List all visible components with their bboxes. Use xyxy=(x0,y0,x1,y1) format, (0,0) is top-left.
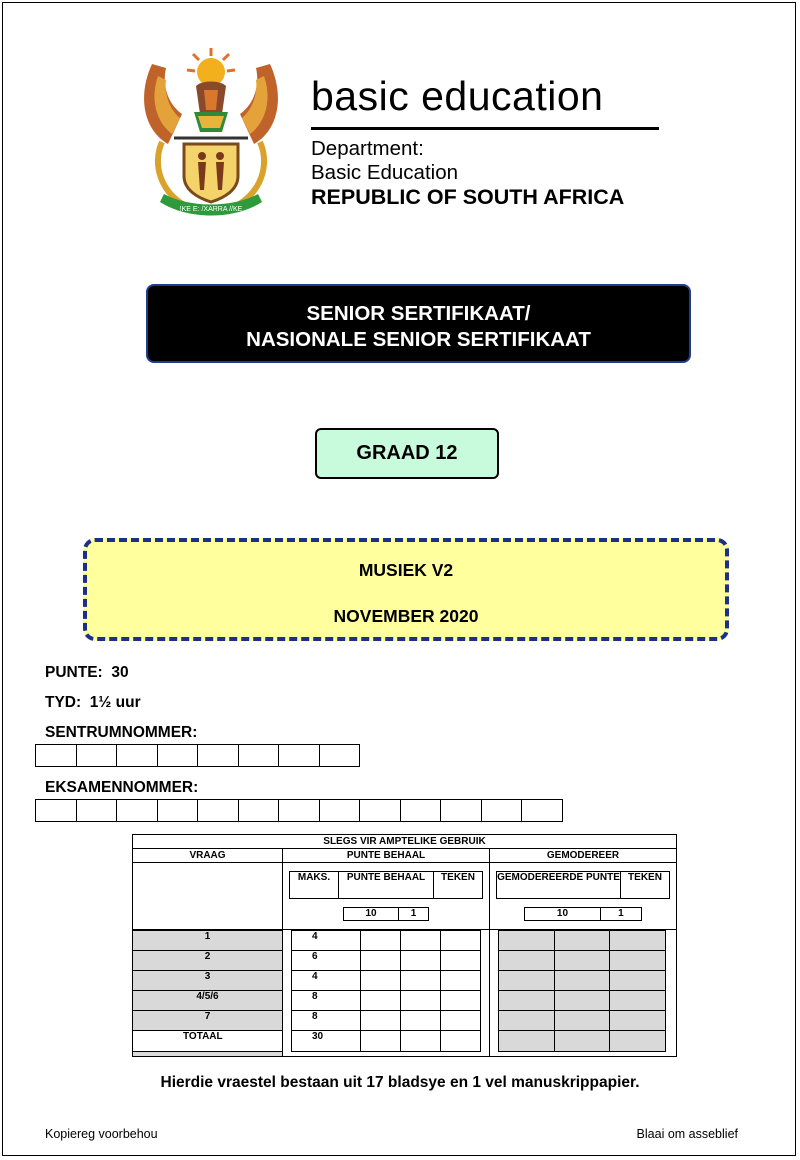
centre-number-box[interactable] xyxy=(116,744,158,767)
max-mark: 8 xyxy=(292,991,361,1011)
centre-number-box[interactable] xyxy=(278,744,320,767)
question-number: 7 xyxy=(133,1011,282,1031)
grade-badge: GRAAD 12 xyxy=(315,428,499,479)
exam-number-box[interactable] xyxy=(197,799,239,822)
moderated-marks-cell[interactable] xyxy=(554,931,610,951)
moderated-marks-cell[interactable] xyxy=(554,1031,610,1052)
exam-number-box[interactable] xyxy=(76,799,118,822)
time-label: TYD: xyxy=(45,694,82,711)
max-mark: 8 xyxy=(292,1011,361,1031)
sub-moderated-marks-header: GEMODEREERDE PUNTE xyxy=(497,872,621,899)
moderated-marks-cell[interactable] xyxy=(554,971,610,991)
exam-number-box[interactable] xyxy=(521,799,563,822)
marks-sign-cell[interactable] xyxy=(441,951,481,971)
centre-number-box[interactable] xyxy=(35,744,77,767)
scale-units: 1 xyxy=(399,908,429,921)
marks-value: 30 xyxy=(111,664,129,681)
department-block xyxy=(311,137,624,209)
exam-number-box[interactable] xyxy=(481,799,523,822)
moderator-sign-cell[interactable] xyxy=(610,951,666,971)
official-use-table xyxy=(132,834,677,1057)
max-mark: 4 xyxy=(292,931,361,951)
question-number: 2 xyxy=(133,951,282,971)
exam-number-box[interactable] xyxy=(400,799,442,822)
exam-number-box[interactable] xyxy=(319,799,361,822)
total-label: TOTAAL xyxy=(133,1031,282,1052)
moderator-sign-cell[interactable] xyxy=(610,971,666,991)
exam-number-box[interactable] xyxy=(116,799,158,822)
col-moderated-header: GEMODEREER xyxy=(490,849,677,863)
moderated-column xyxy=(498,930,666,1052)
centre-number-box[interactable] xyxy=(319,744,361,767)
dept-line-2: Basic Education xyxy=(311,161,459,184)
subject-panel xyxy=(83,538,729,641)
centre-number-box[interactable] xyxy=(157,744,199,767)
subject-name: MUSIEK V2 xyxy=(358,560,454,580)
marks-obtained-cell[interactable] xyxy=(361,951,401,971)
moderator-sign-cell[interactable] xyxy=(610,1031,666,1052)
scale-tens: 10 xyxy=(344,908,399,921)
exam-number-label: EKSAMENNOMMER: xyxy=(45,779,199,796)
marks-obtained-cell[interactable] xyxy=(401,951,441,971)
exam-session: NOVEMBER 2020 xyxy=(333,606,479,626)
banner-line-1: SENIOR SERTIFIKAAT/ xyxy=(306,302,531,325)
dept-line-3: REPUBLIC OF SOUTH AFRICA xyxy=(311,185,625,209)
moderator-sign-cell[interactable] xyxy=(610,931,666,951)
centre-number-label: SENTRUMNOMMER: xyxy=(45,724,198,741)
centre-number-box[interactable] xyxy=(197,744,239,767)
question-number: 1 xyxy=(133,931,282,951)
marks-obtained-cell[interactable] xyxy=(361,971,401,991)
certificate-banner xyxy=(146,284,691,363)
centre-number-box[interactable] xyxy=(76,744,118,767)
moderated-marks-cell[interactable] xyxy=(554,991,610,1011)
question-number: 4/5/6 xyxy=(133,991,282,1011)
moderated-marks-cell[interactable] xyxy=(554,1011,610,1031)
moderated-marks-cell[interactable] xyxy=(499,931,555,951)
question-column xyxy=(133,930,282,1052)
exam-number-box[interactable] xyxy=(35,799,77,822)
moderated-marks-cell[interactable] xyxy=(554,951,610,971)
question-number: 3 xyxy=(133,971,282,991)
marks-obtained-cell[interactable] xyxy=(401,1011,441,1031)
banner-line-2: NASIONALE SENIOR SERTIFIKAAT xyxy=(246,328,591,351)
max-mark: 4 xyxy=(292,971,361,991)
marks-obtained-cell[interactable] xyxy=(361,1011,401,1031)
marks-obtained-cell[interactable] xyxy=(401,991,441,1011)
dept-line-1: Department: xyxy=(311,137,424,160)
marks-sign-cell[interactable] xyxy=(441,931,481,951)
marks-sign-cell[interactable] xyxy=(441,1031,481,1052)
moderated-marks-cell[interactable] xyxy=(499,1031,555,1052)
exam-number-box[interactable] xyxy=(278,799,320,822)
marks-sign-cell[interactable] xyxy=(441,991,481,1011)
exam-number-box[interactable] xyxy=(157,799,199,822)
marks-sign-cell[interactable] xyxy=(441,1011,481,1031)
centre-number-boxes[interactable] xyxy=(35,744,359,767)
mod-scale-units: 1 xyxy=(600,908,641,921)
marks-column xyxy=(291,930,481,1052)
sub-mod-sign-header: TEKEN xyxy=(621,872,670,899)
turn-over-note: Blaai om asseblief xyxy=(636,1127,738,1141)
sub-sign-header: TEKEN xyxy=(434,872,483,899)
exam-number-box[interactable] xyxy=(440,799,482,822)
sub-max-header: MAKS. xyxy=(290,872,339,899)
exam-number-box[interactable] xyxy=(359,799,401,822)
marks-sign-cell[interactable] xyxy=(441,971,481,991)
max-mark: 30 xyxy=(292,1031,361,1052)
moderated-marks-cell[interactable] xyxy=(499,991,555,1011)
time-value: 1½ uur xyxy=(89,694,141,711)
moderator-sign-cell[interactable] xyxy=(610,1011,666,1031)
moderated-marks-cell[interactable] xyxy=(499,951,555,971)
marks-line xyxy=(45,664,129,682)
coat-of-arms-logo xyxy=(138,44,284,220)
marks-label: PUNTE: xyxy=(45,664,103,681)
marks-obtained-cell[interactable] xyxy=(401,1031,441,1052)
marks-obtained-cell[interactable] xyxy=(401,931,441,951)
copyright-note: Kopiereg voorbehou xyxy=(45,1127,158,1141)
marks-obtained-cell[interactable] xyxy=(361,991,401,1011)
max-mark: 6 xyxy=(292,951,361,971)
brand-divider xyxy=(311,127,659,130)
marks-obtained-cell[interactable] xyxy=(401,971,441,991)
centre-number-box[interactable] xyxy=(238,744,280,767)
col-marks-obtained-header: PUNTE BEHAAL xyxy=(283,849,490,863)
exam-number-boxes[interactable] xyxy=(35,799,562,822)
table-title: SLEGS VIR AMPTELIKE GEBRUIK xyxy=(133,835,677,849)
exam-number-box[interactable] xyxy=(238,799,280,822)
page-count-note: Hierdie vraestel bestaan uit 17 bladsye en 1 vel manuskrippapier. xyxy=(160,1074,640,1091)
moderator-sign-cell[interactable] xyxy=(610,991,666,1011)
marks-obtained-cell[interactable] xyxy=(361,1031,401,1052)
moderated-marks-cell[interactable] xyxy=(499,1011,555,1031)
col-question-header: VRAAG xyxy=(133,849,283,863)
motto-text: !KE E: /XARRA //KE xyxy=(179,206,243,213)
brand-name: basic education xyxy=(311,73,604,119)
sub-obtained-header: PUNTE BEHAAL xyxy=(339,872,434,899)
mod-scale-tens: 10 xyxy=(525,908,601,921)
time-line xyxy=(45,694,141,712)
moderated-marks-cell[interactable] xyxy=(499,971,555,991)
marks-obtained-cell[interactable] xyxy=(361,931,401,951)
